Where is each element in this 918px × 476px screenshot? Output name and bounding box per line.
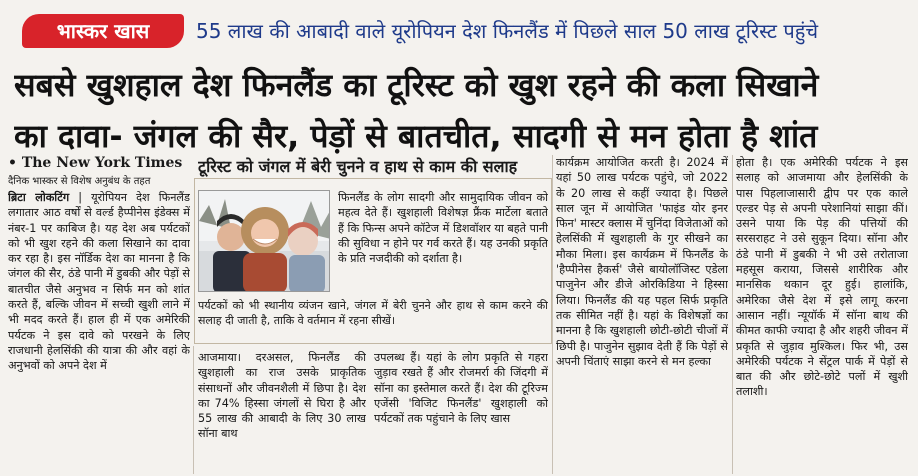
tourists-photo — [198, 190, 330, 292]
headline — [14, 60, 904, 162]
headline-line-2: का दावा- जंगल की सैर, पेड़ों से बातचीत, सादगी से मन होता है शांत — [14, 117, 818, 155]
sidebar-subhead: टूरिस्ट को जंगल में बेरी चुनने व हाथ से काम की सलाह — [198, 157, 518, 176]
column-1-text: | यूरोपियन देश फिनलैंड लगातार आठ वर्षों से वर्ल्ड हैप्पीनेस इंडेक्स में नंबर-1 पर काबिज है। यह देश अब पर्यटकों को भी खुश रहने की कला सिखाने का दावा कर रहा है। इस नॉर्डिक देश का मानना है कि जंगल की सैर, ठंडे पानी में डुबकी और पेड़ों से बातचीत जैसे अनुभव न सिर्फ मन को शांत करते हैं, बल्कि जीवन में सच्ची खुशी लाने में भी मदद करते हैं। हाल ही में एक अमेरिकी पर्यटक ने इस दावे को परखने के लिए राजधानी हेलसिंकी की यात्रा की और वहां के अनुभवों को अपने देश में — [8, 191, 190, 373]
article-top-bar — [0, 0, 918, 58]
column-divider — [552, 155, 553, 474]
kicker-line: 55 लाख की आबादी वाले यूरोपियन देश फिनलैंड में पिछले साल 50 लाख टूरिस्ट पहुंचे — [196, 19, 819, 43]
byline — [8, 155, 194, 187]
article-column-1 — [8, 190, 190, 474]
syndication-note: दैनिक भास्कर से विशेष अनुबंध के तहत — [8, 176, 151, 187]
bhaskar-khas-badge: भास्कर खास — [22, 14, 184, 48]
column-divider — [732, 155, 733, 474]
author-name: ब्रिटा लोकटिंग — [8, 191, 70, 204]
tourists-photo-image — [199, 191, 330, 292]
bullet-icon: • — [8, 155, 22, 171]
article-column-4: कार्यक्रम आयोजित करती है। 2024 में यहां 50 लाख पर्यटक पहुंचे, जो 2022 के 20 लाख से कहीं ज्यादा है। पिछले साल जून में आयोजित 'फाइंड योर इनर फिन' मास्टर क्लास में चुनिंदा विजेताओं को हेलसिंकी में खुशहाली के गुर सीखने का मौका मिला। इस कार्यक्रम में फिनलैंड के 'हैप्पीनेस हैकर्स' जैसे बायोलॉजिस्ट एडेला पाजुनेन और डीजे ओरकिडिया ने हिस्सा लिया। फिनलैंड की यह पहल सिर्फ प्रकृति तक सीमित नहीं है। यहां के विशेषज्ञों का मानना है कि खुशहाली छोटी-छोटी चीजों में छिपी है। पाजुनेन सुझाव देती हैं कि पेड़ों से अपनी चिंताएं साझा करने से मन हल्का — [556, 156, 728, 368]
sidebar-caption: पर्यटकों को भी स्थानीय व्यंजन खाने, जंगल में बेरी चुनने और हाथ से काम करने की सलाह दी जाती है, ताकि वे वर्तमान में रहना सीखें। — [198, 299, 548, 327]
article-column-2: आजमाया। दरअसल, फिनलैंड की खुशहाली का राज उसके प्राकृतिक संसाधनों और जीवनशैली में छिपा है। देश का 74% हिस्सा जंगलों से घिरा है और 55 लाख की आबादी के लिए 30 लाख सॉना बाथ — [198, 351, 366, 441]
article-column-3: उपलब्ध हैं। यहां के लोग प्रकृति से गहरा जुड़ाव रखते हैं और रोजमर्रा की जिंदगी में सॉना का इस्तेमाल करते हैं। देश की टूरिज्म एजेंसी 'विजिट फिनलैंड' खुशहाली को पर्यटकों तक पहुंचाने के लिए खास — [374, 351, 548, 426]
headline-line-1: सबसे खुशहाल देश फिनलैंड का टूरिस्ट को खुश रहने की कला सिखाने — [14, 66, 819, 104]
article-column-5: होता है। एक अमेरिकी पर्यटक ने इस सलाह को आजमाया और हेलसिंकी के पास पिहलाजासारी द्वीप पर एक काले एल्डर पेड़ से अपनी परेशानियां साझा कीं। उसने पाया कि पेड़ की पत्तियों की सरसराहट ने उसे सुकून दिया। सॉना और ठंडे पानी में डुबकी ने भी उसे तरोताजा महसूस कराया, जिससे शारीरिक और मानसिक थकान दूर हुई। हालांकि, अमेरिका जैसे देश में इसे लागू करना आसान नहीं। न्यूयॉर्क में सॉना बाथ की कीमत काफी ज्यादा है और शहरी जीवन में प्रकृति से जुड़ाव मुश्किल। फिर भी, उस अमेरिकी पर्यटक ने सेंट्रल पार्क में पेड़ों से बात की और छोटे-छोटे पलों में खुशी तलाशी। — [736, 156, 908, 399]
source-name: The New York Times — [21, 155, 183, 171]
column-divider — [193, 346, 194, 474]
nyt-source — [8, 155, 194, 171]
sidebar-text: फिनलैंड के लोग सादगी और सामुदायिक जीवन को महत्व देते हैं। खुशहाली विशेषज्ञ फ्रैंक मार्टेला बताते हैं कि फिन्स अपने कॉटेज में डिशवॉशर या बहते पानी की सुविधा न होने पर गर्व करते हैं। यह उनकी प्रकृति के प्रति नजदीकी को दर्शाता है। — [338, 191, 548, 266]
